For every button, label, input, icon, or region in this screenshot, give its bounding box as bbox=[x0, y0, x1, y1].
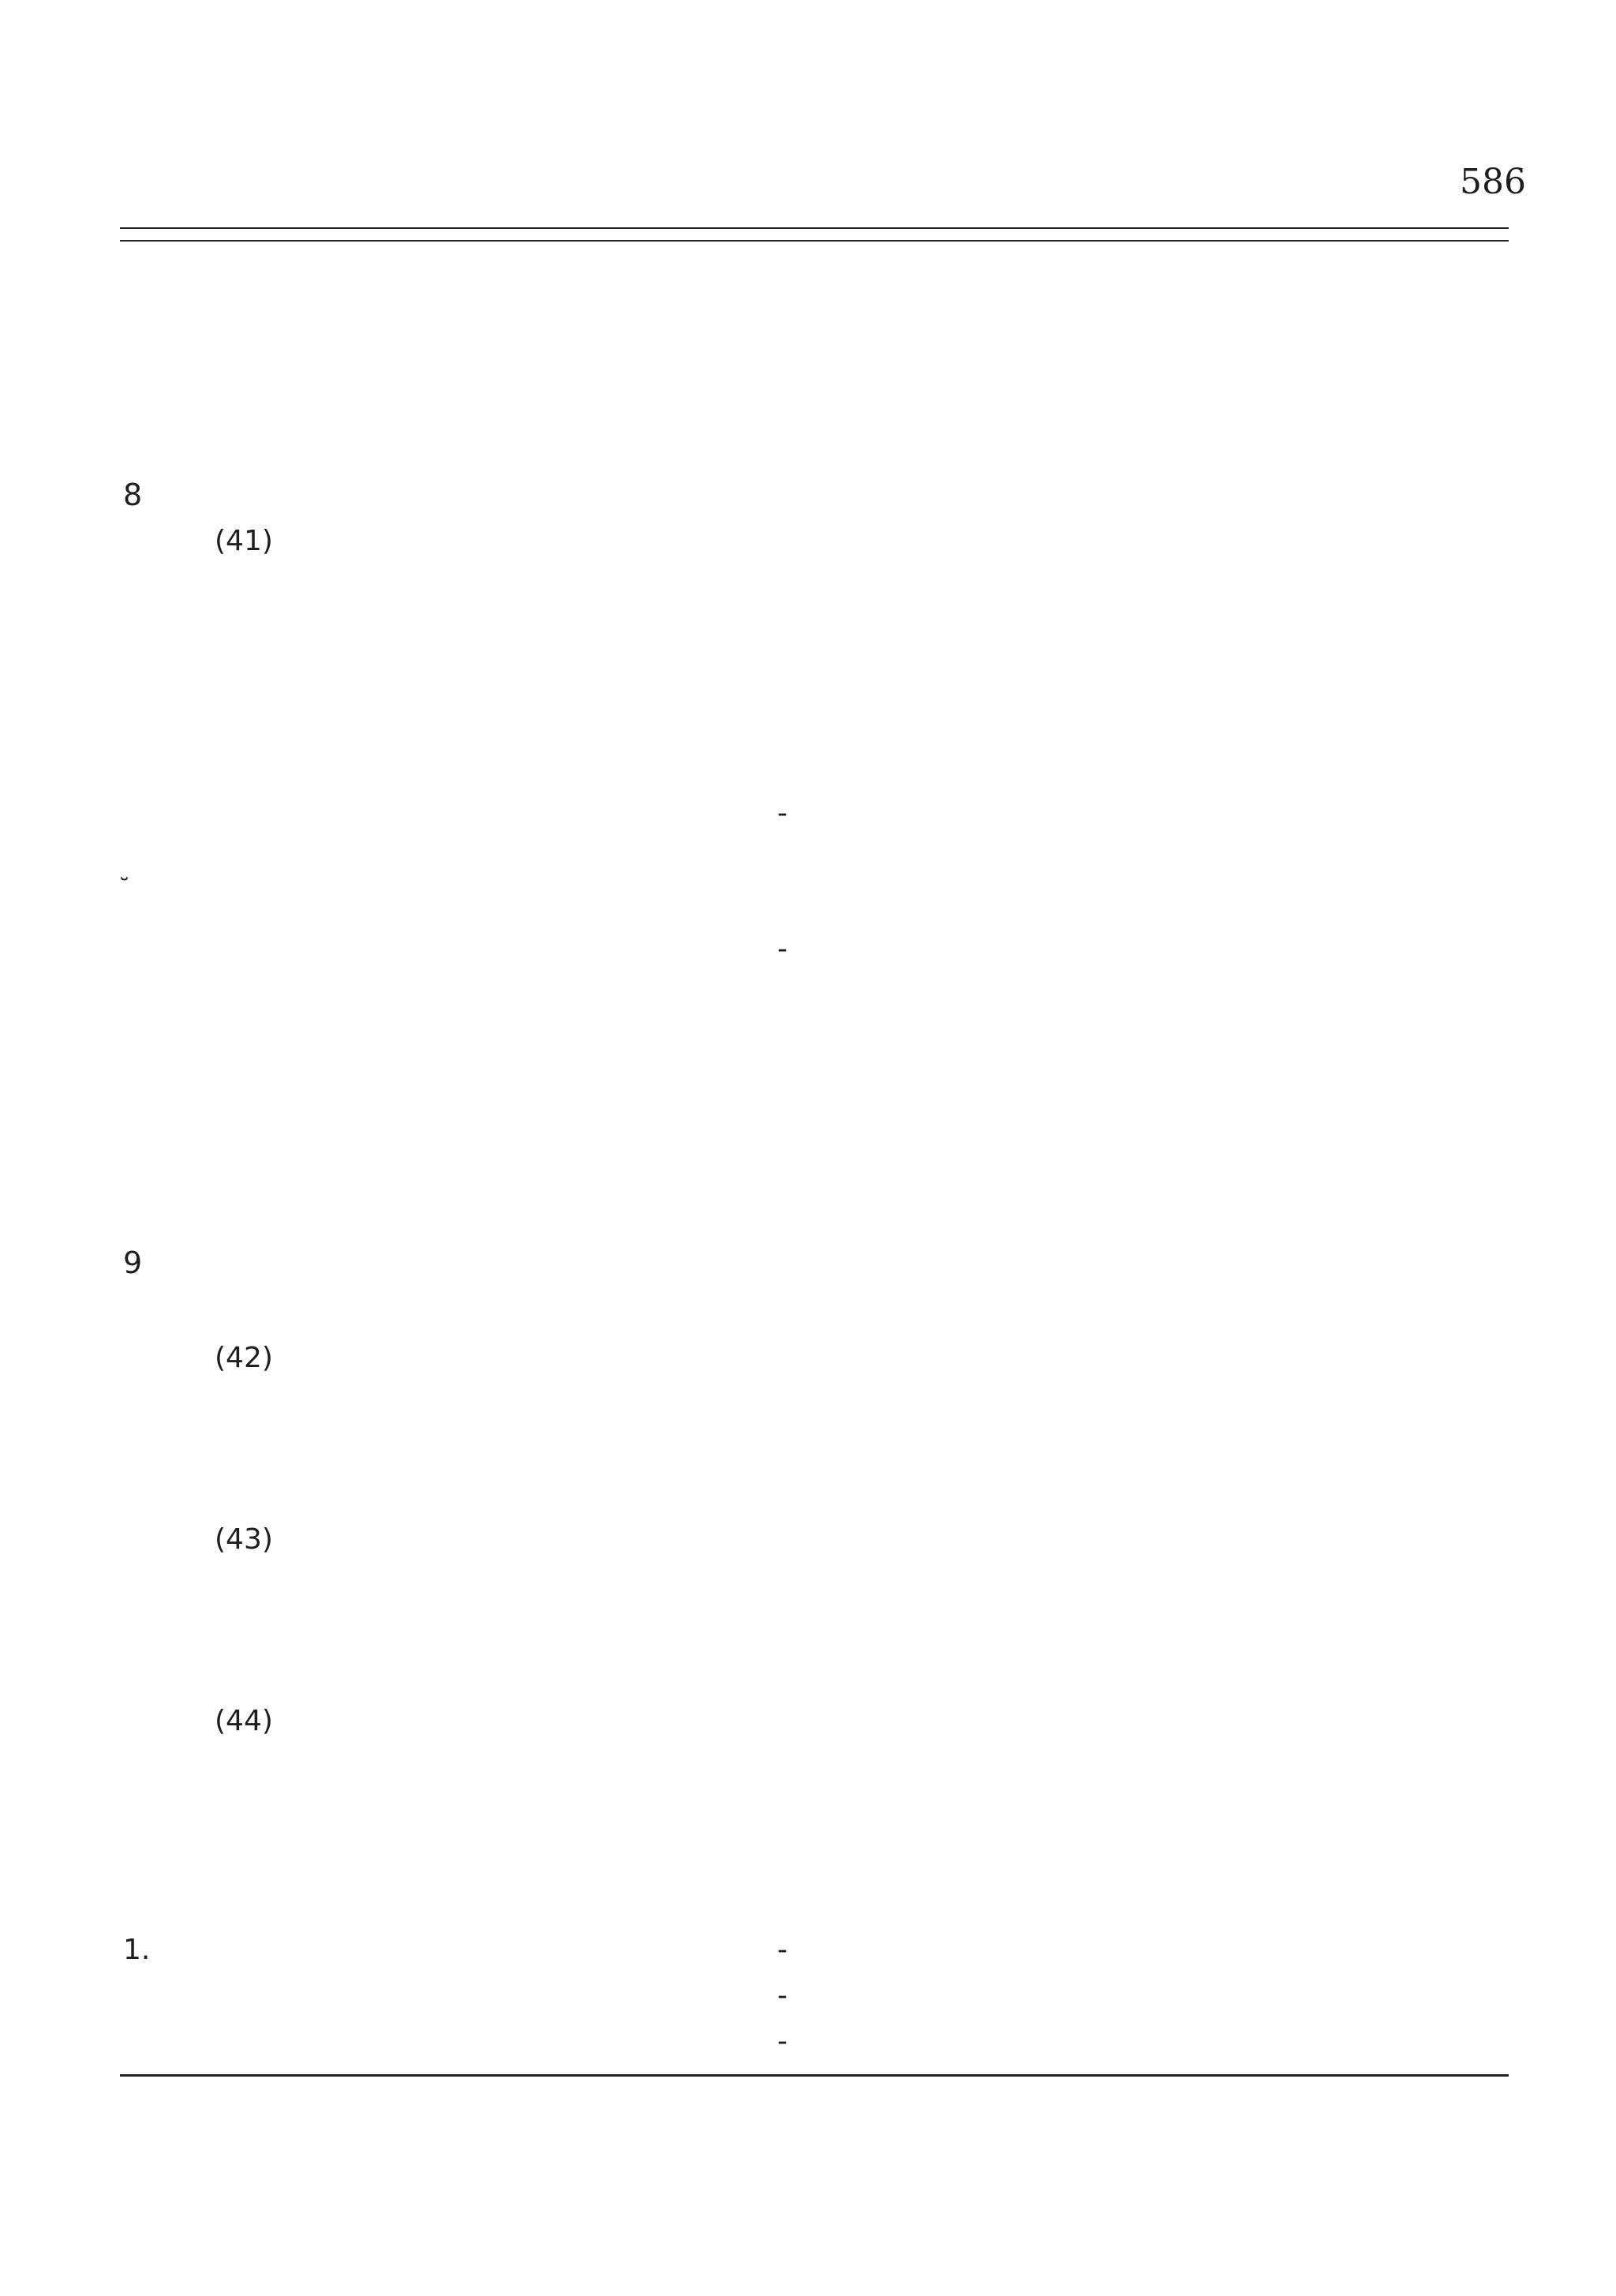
page-number: 586 bbox=[1460, 162, 1526, 202]
text-line-6: (41) bbox=[215, 525, 273, 557]
text-line-27: (42) bbox=[215, 1342, 273, 1374]
header-rule-upper bbox=[120, 227, 1509, 229]
header-rule-lower bbox=[120, 240, 1509, 242]
text-line-33: (44) bbox=[215, 1705, 273, 1737]
text-line-15: ˘ bbox=[118, 875, 130, 902]
text-line-30: (43) bbox=[215, 1523, 273, 1556]
text-line-25: 9 bbox=[123, 1245, 143, 1280]
text-line-4: 8 bbox=[123, 478, 143, 512]
text-line-45: - bbox=[777, 2025, 787, 2058]
text-line-42: - bbox=[777, 1980, 787, 2012]
footer-rule bbox=[120, 2074, 1509, 2077]
text-line-12: - bbox=[777, 797, 787, 830]
text-line-39: - bbox=[777, 1934, 787, 1966]
text-line-37: 1. bbox=[123, 1934, 151, 1966]
text-line-19: - bbox=[777, 933, 787, 965]
